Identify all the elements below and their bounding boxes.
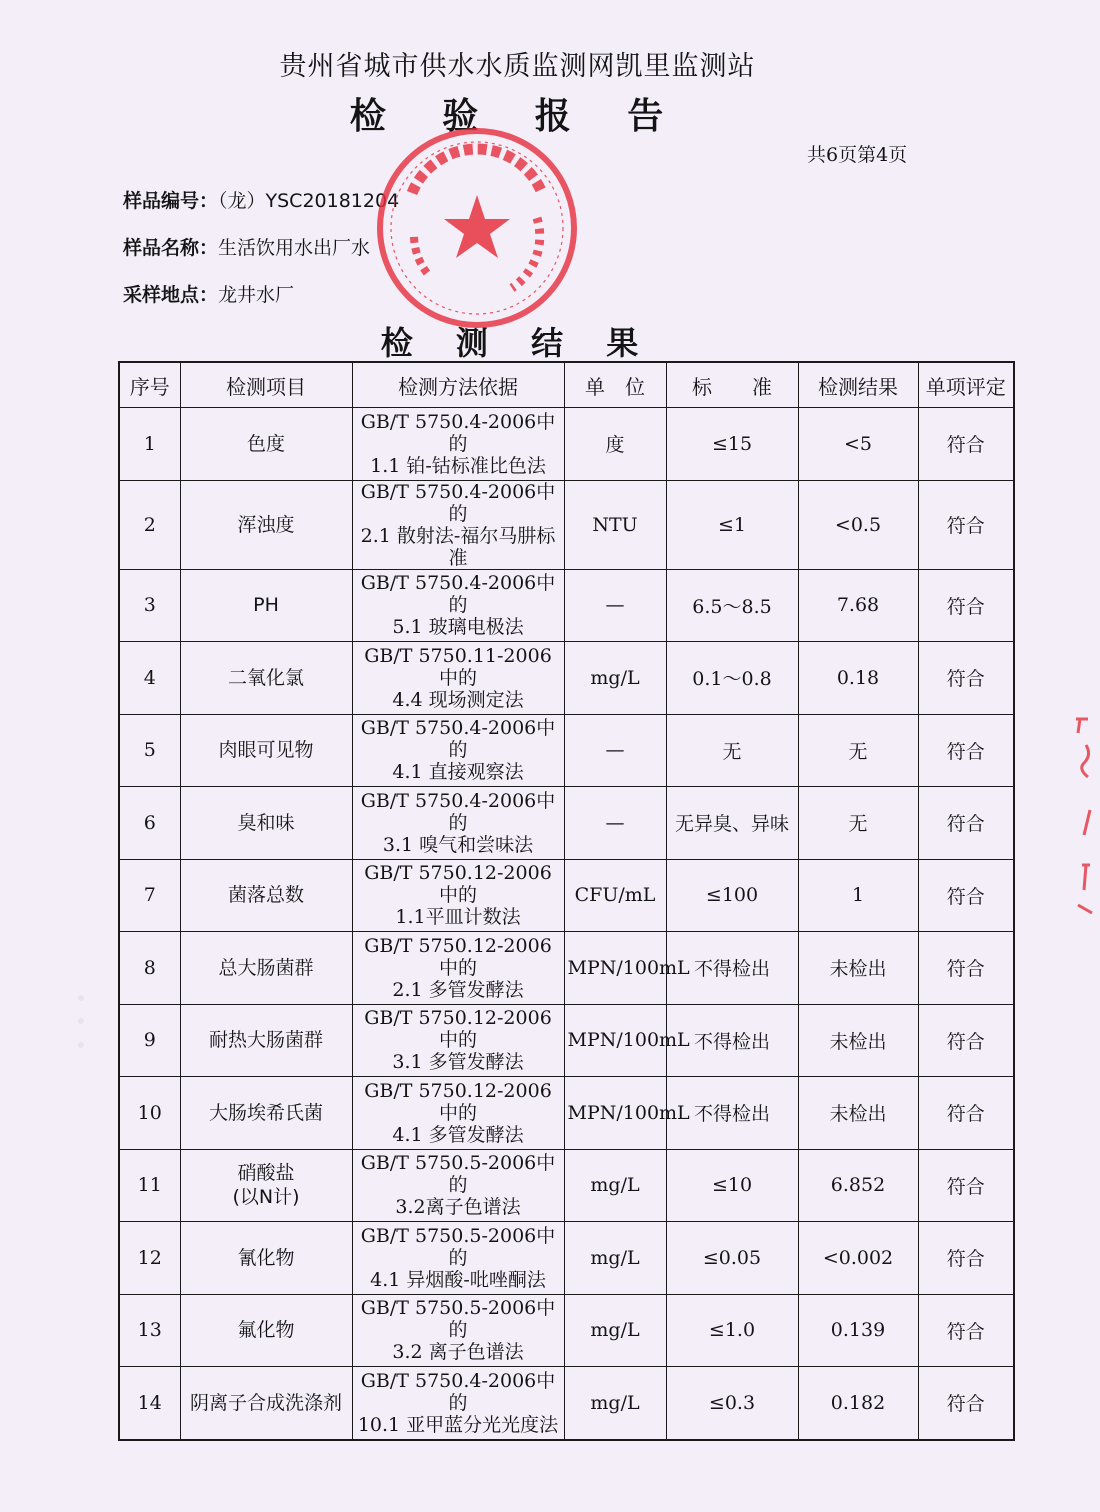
header-item: 检测项目 — [180, 362, 352, 408]
cell-result: <5 — [798, 408, 918, 481]
cell-unit: mg/L — [564, 1294, 666, 1367]
cell-evaluation: 符合 — [918, 714, 1014, 787]
method-clause-line: 1.1平皿计数法 — [395, 906, 521, 929]
header-evaluation: 单项评定 — [918, 362, 1014, 408]
cell-method — [352, 1294, 564, 1367]
method-clause-line: 4.1 直接观察法 — [392, 761, 524, 784]
cell-method — [352, 1077, 564, 1150]
table-row — [119, 408, 1014, 481]
table-row — [119, 1222, 1014, 1295]
cell-evaluation: 符合 — [918, 859, 1014, 932]
method-clause-line: 2.1 多管发酵法 — [392, 978, 524, 1001]
cell-standard: ≤0.05 — [666, 1222, 798, 1295]
cell-no: 1 — [119, 408, 180, 481]
cell-item: 耐热大肠菌群 — [180, 1004, 352, 1077]
table-row — [119, 787, 1014, 860]
header-no: 序号 — [119, 362, 180, 408]
table-row — [119, 1367, 1014, 1440]
cell-method — [352, 1367, 564, 1440]
table-row — [119, 569, 1014, 642]
cell-result: 6.852 — [798, 1149, 918, 1222]
cell-result: <0.5 — [798, 480, 918, 569]
cell-result: 7.68 — [798, 569, 918, 642]
cell-evaluation: 符合 — [918, 642, 1014, 715]
cell-item: 肉眼可见物 — [180, 714, 352, 787]
method-clause-line: 4.1 多管发酵法 — [392, 1123, 524, 1146]
sample-number-row — [123, 186, 399, 213]
cell-evaluation: 符合 — [918, 932, 1014, 1005]
table-row — [119, 480, 1014, 569]
cell-item: 色度 — [180, 408, 352, 481]
method-standard-line: GB/T 5750.4-2006中的 — [360, 410, 556, 455]
cell-result: 未检出 — [798, 1077, 918, 1150]
method-standard-line: GB/T 5750.5-2006中的 — [360, 1152, 556, 1197]
cell-unit: mg/L — [564, 642, 666, 715]
method-standard-line: GB/T 5750.4-2006中的 — [360, 717, 556, 762]
cell-standard: ≤0.3 — [666, 1367, 798, 1440]
method-clause-line: 3.2 离子色谱法 — [392, 1341, 524, 1364]
cell-standard: 0.1～0.8 — [666, 642, 798, 715]
cell-result: <0.002 — [798, 1222, 918, 1295]
cell-unit: CFU/mL — [564, 859, 666, 932]
cell-no: 5 — [119, 714, 180, 787]
cell-standard: ≤15 — [666, 408, 798, 481]
method-standard-line: GB/T 5750.12-2006中的 — [364, 862, 552, 907]
cell-evaluation: 符合 — [918, 480, 1014, 569]
cell-unit: MPN/100mL — [564, 1077, 666, 1150]
table-row — [119, 1077, 1014, 1150]
cell-no: 2 — [119, 480, 180, 569]
cell-result: 无 — [798, 714, 918, 787]
report-title: 检 验 报 告 — [349, 95, 686, 137]
cell-item: 硝酸盐 (以N计) — [180, 1149, 352, 1222]
table-row — [119, 642, 1014, 715]
organization-title: 贵州省城市供水水质监测网凯里监测站 — [279, 51, 756, 82]
sample-number-value: （龙）YSC20181204 — [218, 190, 400, 212]
cell-no: 11 — [119, 1149, 180, 1222]
cell-standard: 无 — [666, 714, 798, 787]
method-standard-line: GB/T 5750.12-2006中的 — [364, 934, 552, 979]
cell-unit: MPN/100mL — [564, 1004, 666, 1077]
cell-method — [352, 480, 564, 569]
page-indicator: 共6页第4页 — [807, 144, 908, 166]
cell-standard: ≤1.0 — [666, 1294, 798, 1367]
cell-item: 菌落总数 — [180, 859, 352, 932]
cell-evaluation: 符合 — [918, 408, 1014, 481]
cell-result: 1 — [798, 859, 918, 932]
cell-evaluation: 符合 — [918, 1367, 1014, 1440]
method-clause-line: 1.1 铂-钴标准比色法 — [370, 454, 546, 477]
cell-method — [352, 859, 564, 932]
cell-unit: 度 — [564, 408, 666, 481]
cell-no: 7 — [119, 859, 180, 932]
cell-standard: 不得检出 — [666, 932, 798, 1005]
cell-unit: MPN/100mL — [564, 932, 666, 1005]
cell-item: 大肠埃希氏菌 — [180, 1077, 352, 1150]
cell-result: 0.18 — [798, 642, 918, 715]
cell-method — [352, 787, 564, 860]
cell-unit: — — [564, 787, 666, 860]
cell-evaluation: 符合 — [918, 1149, 1014, 1222]
method-standard-line: GB/T 5750.4-2006中的 — [360, 572, 556, 617]
cell-unit: — — [564, 569, 666, 642]
cell-item: 浑浊度 — [180, 480, 352, 569]
method-standard-line: GB/T 5750.12-2006中的 — [364, 1079, 552, 1124]
method-standard-line: GB/T 5750.5-2006中的 — [360, 1224, 556, 1269]
method-clause-line: 3.1 嗅气和尝味法 — [382, 833, 534, 856]
method-standard-line: GB/T 5750.5-2006中的 — [360, 1297, 556, 1342]
cell-unit: mg/L — [564, 1222, 666, 1295]
cell-no: 4 — [119, 642, 180, 715]
cell-item: 臭和味 — [180, 787, 352, 860]
sampling-site-label: 采样地点： — [123, 284, 219, 306]
method-clause-line: 3.1 多管发酵法 — [392, 1051, 524, 1074]
header-unit: 单 位 — [564, 362, 666, 408]
cell-standard: ≤1 — [666, 480, 798, 569]
sample-name-label: 样品名称： — [123, 237, 219, 259]
table-row — [119, 1149, 1014, 1222]
sampling-site-row — [123, 280, 294, 307]
cell-no: 3 — [119, 569, 180, 642]
margin-stamp-mark-icon — [1070, 715, 1100, 925]
cell-standard: ≤100 — [666, 859, 798, 932]
cell-method — [352, 714, 564, 787]
method-clause-line: 4.1 异烟酸-吡唑酮法 — [370, 1268, 546, 1291]
table-body — [119, 408, 1014, 1440]
cell-standard: 不得检出 — [666, 1077, 798, 1150]
table-row — [119, 1004, 1014, 1077]
method-clause-line: 10.1 亚甲蓝分光光度法 — [357, 1413, 559, 1436]
method-standard-line: GB/T 5750.4-2006中的 — [360, 1369, 556, 1414]
method-standard-line: GB/T 5750.11-2006中的 — [364, 644, 552, 689]
cell-no: 12 — [119, 1222, 180, 1295]
method-clause-line: 2.1 散射法-福尔马肼标准 — [360, 524, 556, 569]
method-clause-line: 4.4 现场测定法 — [392, 688, 524, 711]
cell-item: 总大肠菌群 — [180, 932, 352, 1005]
cell-unit: NTU — [564, 480, 666, 569]
cell-method — [352, 569, 564, 642]
sampling-site-value: 龙井水厂 — [218, 284, 295, 306]
cell-item: 氰化物 — [180, 1222, 352, 1295]
cell-no: 14 — [119, 1367, 180, 1440]
cell-standard: 不得检出 — [666, 1004, 798, 1077]
cell-unit: mg/L — [564, 1149, 666, 1222]
cell-result: 未检出 — [798, 932, 918, 1005]
cell-item: PH — [180, 569, 352, 642]
cell-no: 10 — [119, 1077, 180, 1150]
cell-evaluation: 符合 — [918, 569, 1014, 642]
cell-item: 阴离子合成洗涤剂 — [180, 1367, 352, 1440]
cell-standard: 6.5～8.5 — [666, 569, 798, 642]
cell-evaluation: 符合 — [918, 787, 1014, 860]
method-standard-line: GB/T 5750.12-2006中的 — [364, 1007, 552, 1052]
cell-result: 0.182 — [798, 1367, 918, 1440]
table-row — [119, 859, 1014, 932]
cell-unit: — — [564, 714, 666, 787]
cell-no: 13 — [119, 1294, 180, 1367]
cell-no: 6 — [119, 787, 180, 860]
cell-evaluation: 符合 — [918, 1222, 1014, 1295]
cell-method — [352, 932, 564, 1005]
punch-hole-icon — [78, 995, 84, 1001]
cell-method — [352, 1004, 564, 1077]
cell-method — [352, 408, 564, 481]
cell-item: 氟化物 — [180, 1294, 352, 1367]
cell-evaluation: 符合 — [918, 1004, 1014, 1077]
sample-number-label: 样品编号： — [123, 190, 219, 212]
cell-unit: mg/L — [564, 1367, 666, 1440]
section-title: 检 测 结 果 — [380, 324, 655, 362]
sample-name-value: 生活饮用水出厂水 — [218, 237, 371, 259]
cell-item: 二氧化氯 — [180, 642, 352, 715]
cell-standard: 无异臭、异味 — [666, 787, 798, 860]
cell-method — [352, 1222, 564, 1295]
header-standard: 标 准 — [666, 362, 798, 408]
header-method: 检测方法依据 — [352, 362, 564, 408]
table-row — [119, 714, 1014, 787]
punch-hole-icon — [78, 1042, 84, 1048]
sample-name-row — [123, 233, 370, 260]
header-result: 检测结果 — [798, 362, 918, 408]
official-seal-icon — [372, 123, 582, 333]
table-header-row — [119, 362, 1014, 408]
punch-hole-icon — [78, 1018, 84, 1024]
cell-method — [352, 642, 564, 715]
cell-evaluation: 符合 — [918, 1294, 1014, 1367]
cell-result: 未检出 — [798, 1004, 918, 1077]
method-standard-line: GB/T 5750.4-2006中的 — [360, 480, 556, 525]
results-table — [118, 361, 1015, 1441]
cell-standard: ≤10 — [666, 1149, 798, 1222]
method-clause-line: 5.1 玻璃电极法 — [392, 616, 524, 639]
cell-result: 0.139 — [798, 1294, 918, 1367]
table-row — [119, 932, 1014, 1005]
method-clause-line: 3.2离子色谱法 — [395, 1196, 521, 1219]
method-standard-line: GB/T 5750.4-2006中的 — [360, 789, 556, 834]
cell-result: 无 — [798, 787, 918, 860]
cell-no: 9 — [119, 1004, 180, 1077]
cell-no: 8 — [119, 932, 180, 1005]
cell-evaluation: 符合 — [918, 1077, 1014, 1150]
cell-method — [352, 1149, 564, 1222]
table-row — [119, 1294, 1014, 1367]
